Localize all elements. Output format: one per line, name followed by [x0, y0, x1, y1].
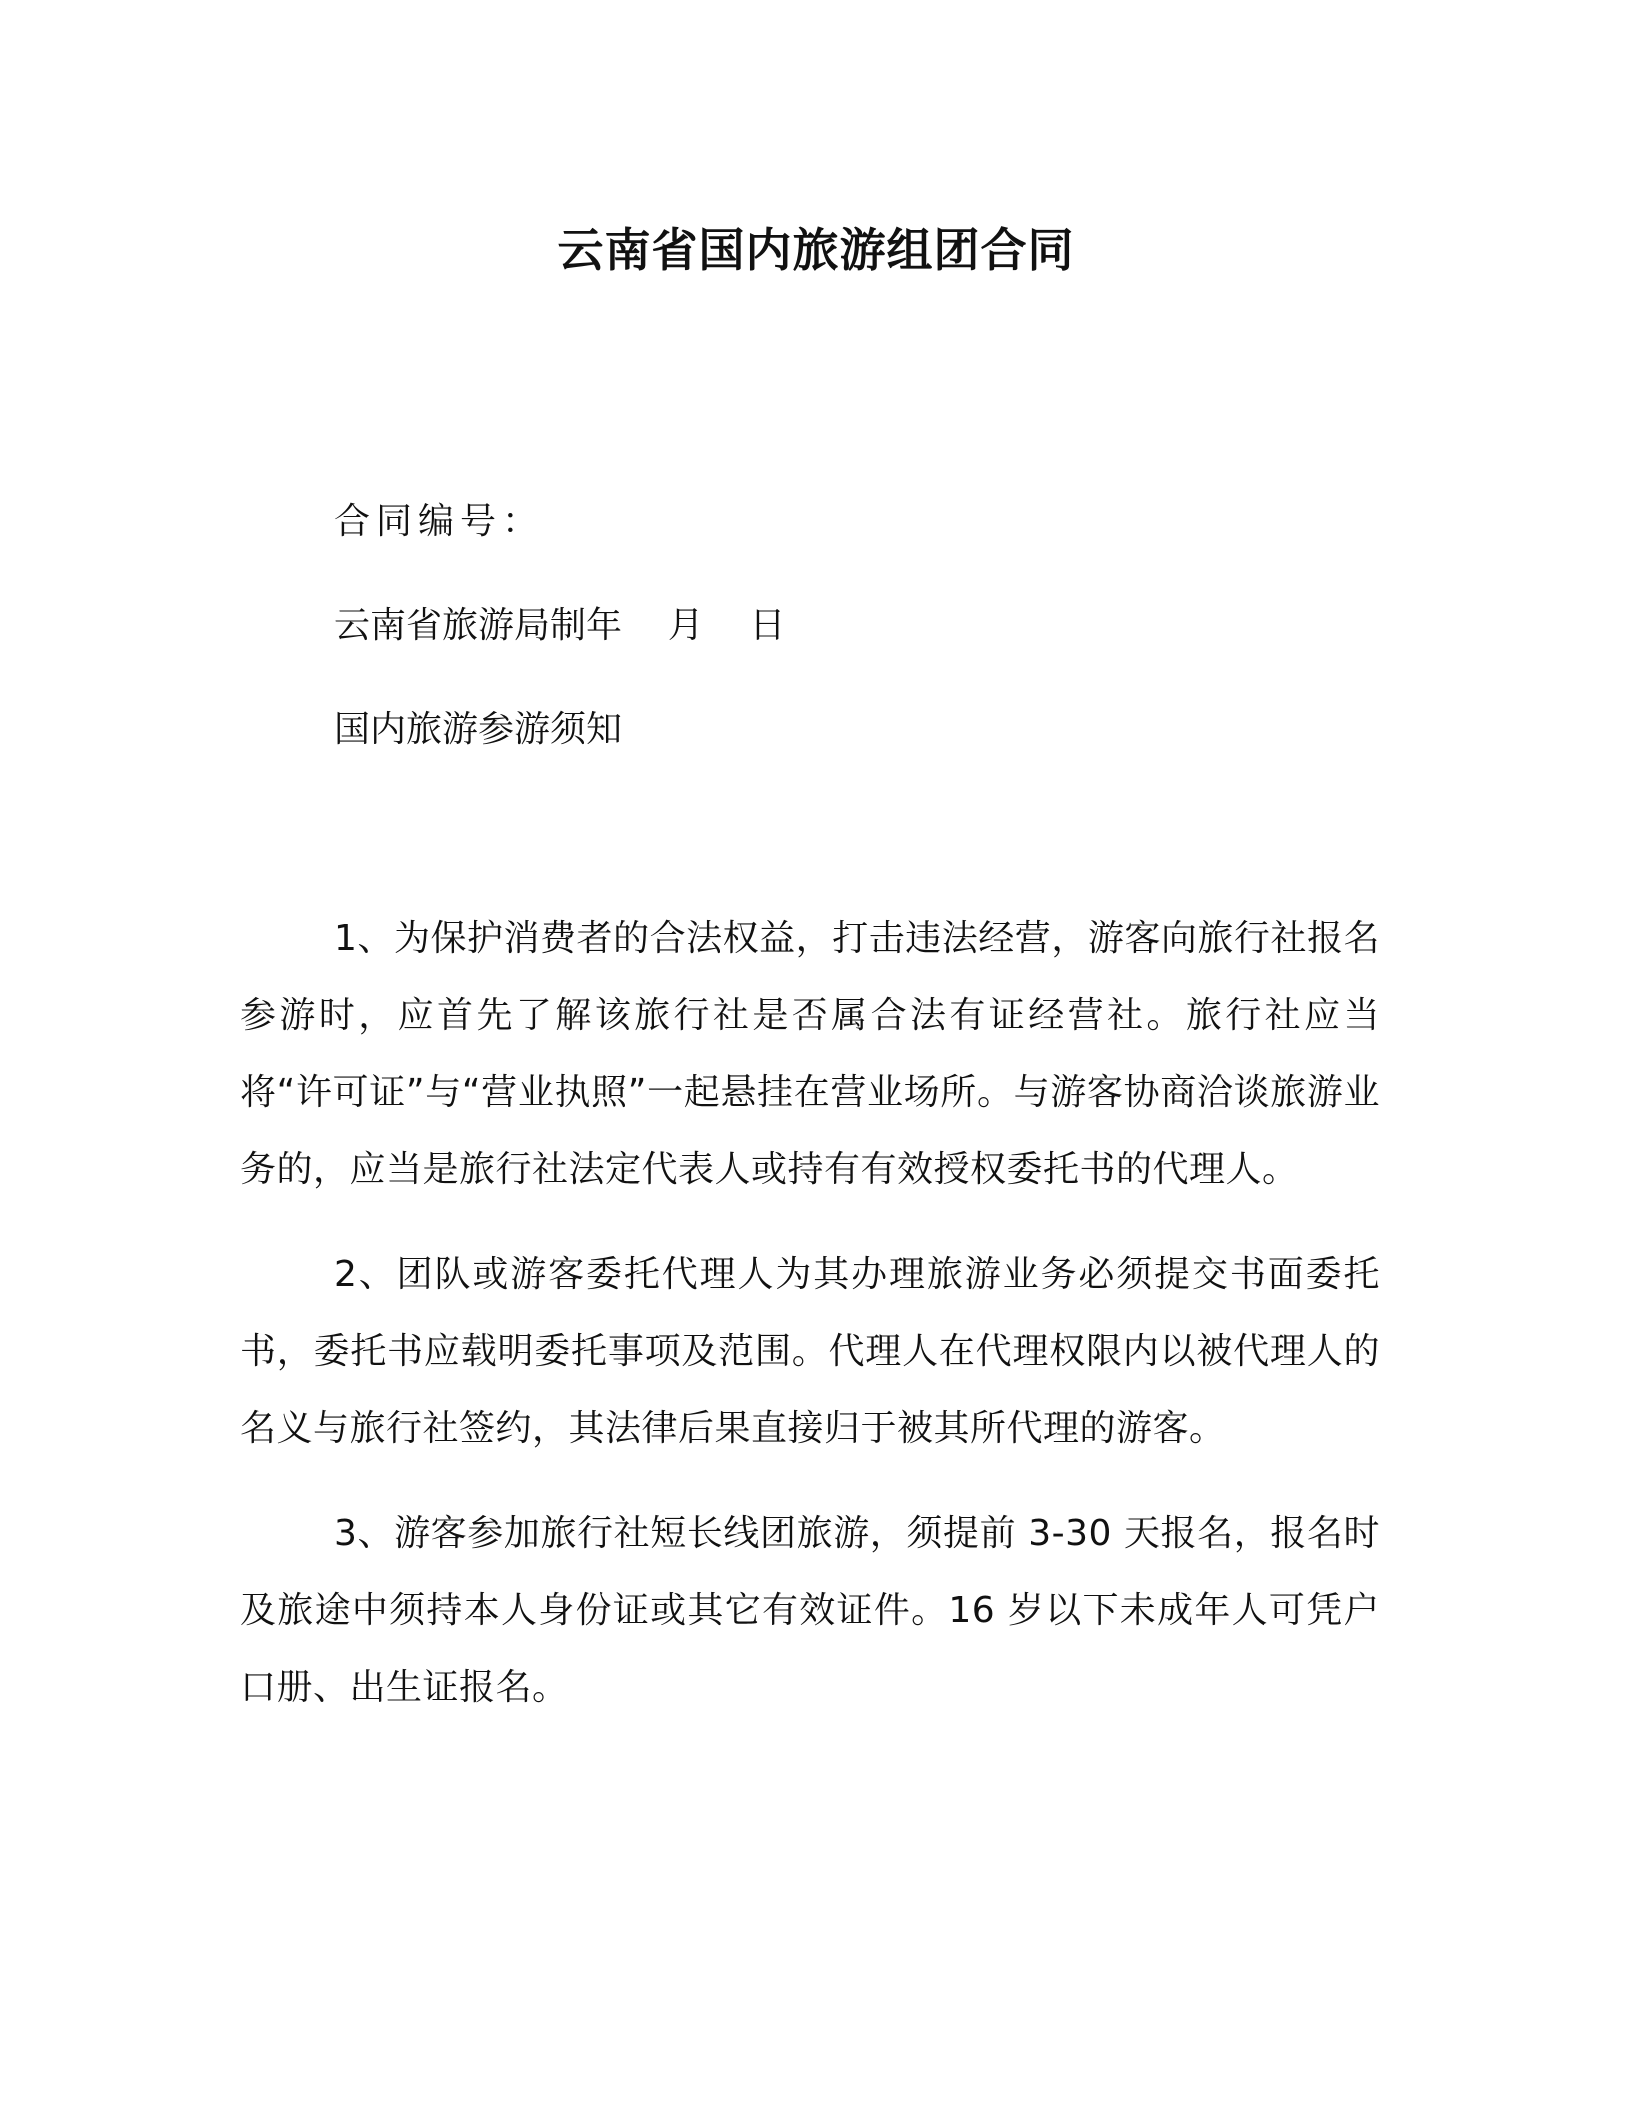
contract-number-label: 合同编号：: [334, 501, 545, 542]
issuer-line: 云南省旅游局制年 月 日: [334, 605, 786, 646]
notice-title: 国内旅游参游须知: [334, 709, 623, 750]
notice-body: [240, 900, 1380, 1754]
clause-1: 1、为保护消费者的合法权益，打击违法经营，游客向旅行社报名参游时，应首先了解该旅行社是否属合法有证经营社。旅行社应当将“许可证”与“营业执照”一起悬挂在营业场所。与游客协商洽谈旅游业务的，应当是旅行社法定代表人或持有有效授权委托书的代理人。: [240, 918, 1380, 1190]
page-title: 云南省国内旅游组团合同: [557, 223, 1075, 277]
clause-2: 2、团队或游客委托代理人为其办理旅游业务必须提交书面委托书，委托书应载明委托事项及范围。代理人在代理权限内以被代理人的名义与旅行社签约，其法律后果直接归于被其所代理的游客。: [240, 1254, 1380, 1449]
clause-3: 3、游客参加旅行社短长线团旅游，须提前 3-30 天报名，报名时及旅途中须持本人身份证或其它有效证件。16 岁以下未成年人可凭户口册、出生证报名。: [240, 1513, 1380, 1708]
